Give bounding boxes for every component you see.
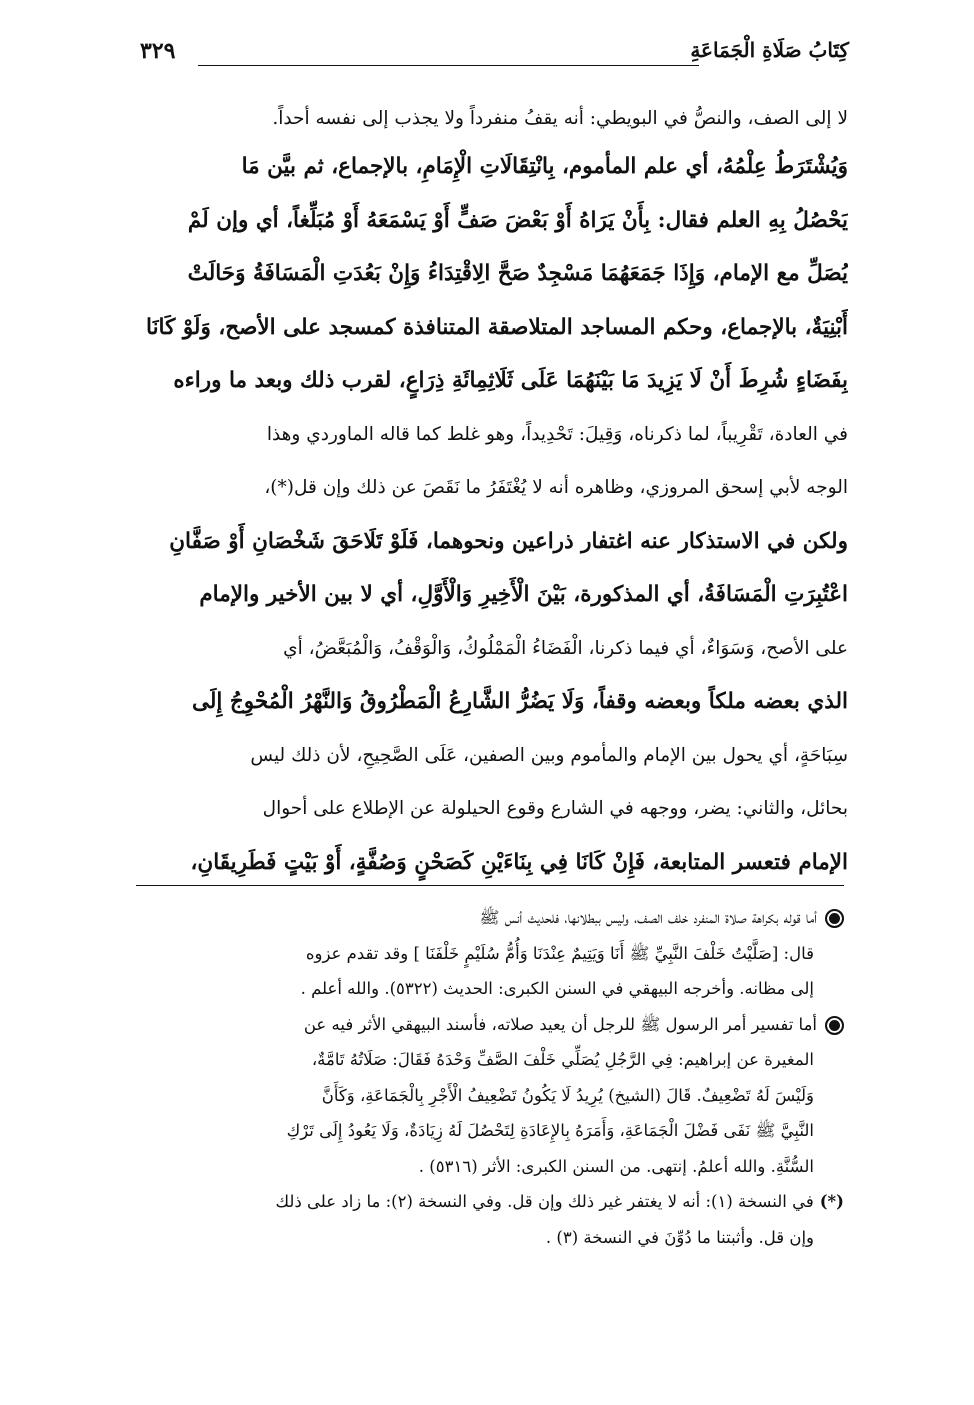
footnote-bullet-icon: [825, 1016, 844, 1035]
footnote-3-line: [122, 1184, 844, 1220]
text-line: الإمام فتعسر المتابعة، فَإِنْ كَانَا فِي بِنَاءَيْنِ كَصَحْنٍ وَصُفَّةٍ، أَوْ بَيْتٍ فَطَرِيقَانِ،: [190, 849, 848, 875]
text-line: الوجه لأبي إسحق المروزي، وظاهره أنه لا يُغْتَفَرُ ما نَقَصَ عن ذلك وإن قل(*)،: [264, 477, 848, 498]
footnote-2-line: [122, 1007, 844, 1043]
footnote-2-line: وَلَيْسَ لَهُ تَضْعِيفٌ. قَالَ (الشيخ) يُرِيدُ لَا يَكُونُ تَضْعِيفُ الْأَجْرِ بِالْجَمَاعَةِ، وَكَأَنَّ: [321, 1085, 814, 1105]
footnote-bullet-icon: [825, 909, 844, 928]
footnote-2-line: النَّبِيَّ ﷺ نَفَى فَضْلَ الْجَمَاعَةِ، وَأَمَرَهُ بِالإِعَادَةِ لِتَحْصُلَ لَهُ زِيَادَةٌ، وَلَا يَعُودُ إِلَى تَرْكِ: [286, 1121, 814, 1140]
chapter-title: كِتَابُ صَلَاةِ الْجَمَاعَةِ: [690, 38, 849, 62]
text-line: لا إلى الصف، والنصُّ في البويطي: أنه يقفُ منفرداً ولا يجذب إلى نفسه أحداً.: [272, 108, 848, 129]
running-header: [140, 38, 849, 72]
text-line: سِبَاحَةٍ، أي يحول بين الإمام والمأموم وبين الصفين، عَلَى الصَّحِيحِ، لأن ذلك ليس: [250, 744, 848, 766]
footnote-2-line: السُّنَّةِ. والله أعلمُ. إنتهى. من السنن الكبرى: الأثر (٥٣١٦) .: [418, 1156, 814, 1176]
footnotes: [122, 900, 844, 1255]
page-number: ٣٢٩: [140, 38, 176, 64]
text-line: يَحْصُلُ بِهِ العلم فقال: بِأَنْ يَرَاهُ أَوْ بَعْضَ صَفٍّ أَوْ يَسْمَعَهُ أَوْ مُبَلِّغاً، أي وإن لَمْ: [187, 207, 848, 233]
text-line: على الأصح، وَسَوَاءٌ، أي فيما ذكرنا، الْفَضَاءُ الْمَمْلُوكُ، وَالْوَقْفُ، وَالْمُبَعَّضُ، أي: [283, 637, 848, 659]
text-line: أَبْنِيَةٌ، بالإجماع، وحكم المساجد المتلاصقة المتنافذة كمسجد على الأصح، وَلَوْ كَانَا: [146, 314, 848, 340]
main-text: [136, 98, 848, 889]
header-rule: [198, 65, 699, 66]
text-line: بِفَضَاءٍ شُرِطَ أَنْ لَا يَزِيدَ مَا بَيْنَهُمَا عَلَى ثَلَاثِمِائَةِ ذِرَاعٍ، لقرب ذلك وبعد ما وراءه: [173, 368, 848, 393]
footnote-1-line: [122, 900, 844, 936]
footnote-text: في النسخة (١): أنه لا يغتفر غير ذلك وإن قل. وفي النسخة (٢): ما زاد على ذلك: [275, 1192, 814, 1211]
text-line: اعْتُبِرَتِ الْمَسَافَةُ، أي المذكورة، بَيْنَ الْأَخِيرِ وَالْأَوَّلِ، أي لا بين الأخير والإمام: [199, 582, 848, 607]
footnote-text: أما تفسير أمر الرسول ﷺ للرجل أن يعيد صلاته، فأسند البيهقي الأثر فيه عن: [303, 1014, 817, 1034]
footnote-1-line: قال: [صَلَّيْتُ خَلْفَ النَّبِيِّ ﷺ أَنَا وَيَتِيمٌ عِنْدَنَا وَأُمُّ سُلَيْمٍ خَلْفَنَا ] وقد تقدم عزوه: [305, 943, 814, 963]
text-line: في العادة، تَقْرِيباً، لما ذكرناه، وَقِيلَ: تَحْدِيداً، وهو غلط كما قاله الماوردي وهذا: [266, 423, 848, 445]
text-line: يُصَلِّ مع الإمام، وَإِذَا جَمَعَهُمَا مَسْجِدٌ صَحَّ الِاقْتِدَاءُ وَإِنْ بَعُدَتِ الْمَسَافَةُ وَحَالَتْ: [187, 261, 848, 286]
footnote-star-marker: (*): [819, 1192, 844, 1211]
footnote-3-line: وإن قل. وأثبتنا ما دُوِّنَ في النسخة (٣) .: [545, 1227, 814, 1247]
text-line: بحائل، والثاني: يضر، ووجهه في الشارع وقوع الحيلولة عن الإطلاع على أحوال: [262, 798, 848, 819]
footnote-text: أما قوله بكراهة صلاة المنفرد خلف الصف، وليس ببطلانها، فلحديث أنس ﷺ: [479, 908, 817, 927]
text-line: الذي بعضه ملكاً وبعضه وقفاً، وَلَا يَضُرُّ الشَّارِعُ الْمَطْرُوقُ وَالنَّهْرُ الْمُحْوِجُ إِلَى: [191, 689, 848, 714]
text-line: ولكن في الاستذكار عنه اغتفار ذراعين ونحوهما، فَلَوْ تَلَاحَقَ شَخْصَانِ أَوْ صَفَّانِ: [169, 528, 848, 554]
footnote-1-line: إلى مظانه. وأخرجه البيهقي في السنن الكبرى: الحديث (٥٣٢٢). والله أعلم .: [300, 979, 814, 998]
text-line: وَيُشْتَرَطُ عِلْمُهُ، أي علم المأموم، بِانْتِقَالَاتِ الْإِمَامِ، بالإجماع، ثم بيَّن مَا: [241, 154, 848, 179]
footnote-separator: [136, 885, 844, 886]
footnote-2-line: المغيرة عن إبراهيم: فِي الرَّجُلِ يُصَلِّي خَلْفَ الصَّفِّ وَحْدَهُ فَقَالَ: صَلَاتُهُ تَامَّةٌ،: [311, 1050, 814, 1069]
